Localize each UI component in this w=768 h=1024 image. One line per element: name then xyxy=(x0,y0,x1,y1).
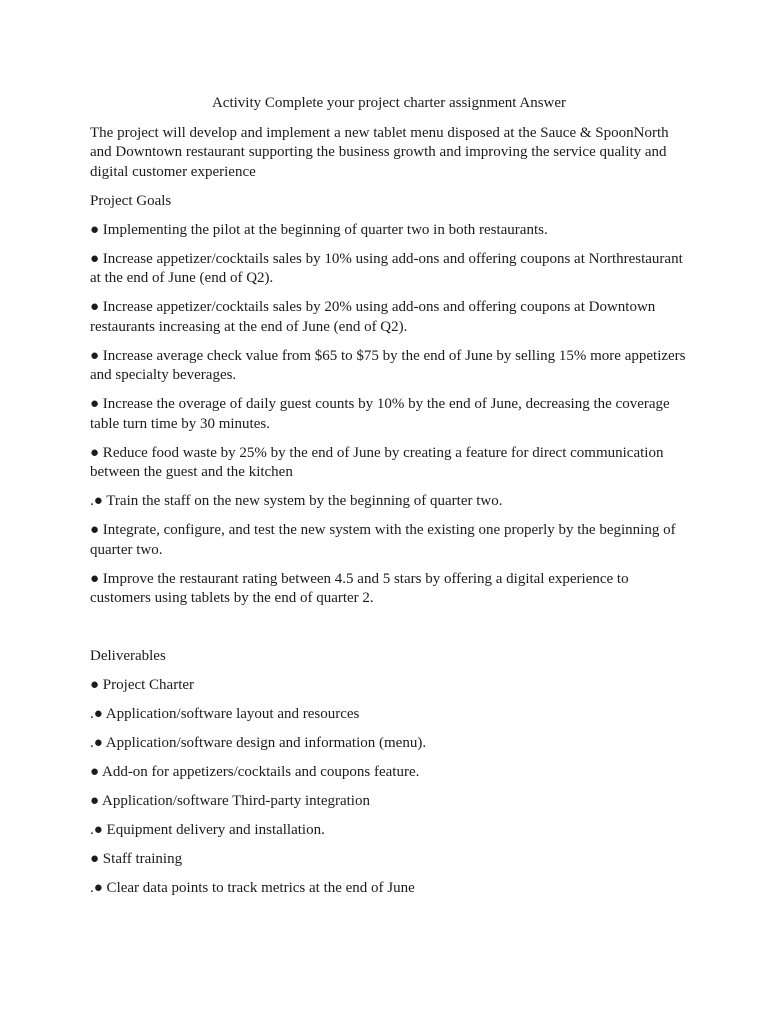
deliverable-item: .● Clear data points to track metrics at the end of June xyxy=(90,879,415,896)
goal-item: ● Improve the restaurant rating between 4.5 and 5 stars by offering a digital experience to customers using tablets by the end of quarter 2. xyxy=(90,570,629,606)
goal-item: .● Train the staff on the new system by the beginning of quarter two. xyxy=(90,493,503,509)
goals-list xyxy=(90,221,688,609)
intro-paragraph: The project will develop and implement a new tablet menu disposed at the Sauce & SpoonNorth and Downtown restaurant supporting the business growth and improving the service quality and digital customer experience xyxy=(90,124,669,180)
deliverable-item: ● Staff training xyxy=(90,850,183,867)
deliverable-item: .● Application/software layout and resources xyxy=(90,705,360,722)
deliverable-item: ● Add-on for appetizers/cocktails and coupons feature. xyxy=(90,763,420,780)
goal-item: ● Increase the overage of daily guest counts by 10% by the end of June, decreasing the coverage table turn time by 30 minutes. xyxy=(90,396,670,432)
deliverable-item: .● Equipment delivery and installation. xyxy=(90,821,325,838)
goals-heading: Project Goals xyxy=(90,192,172,209)
goal-item: ● Increase appetizer/cocktails sales by 20% using add-ons and offering coupons at Downtown restaurants increasing at the end of June (end of Q2). xyxy=(90,299,656,335)
goal-item: ● Reduce food waste by 25% by the end of June by creating a feature for direct communication between the guest and the kitchen xyxy=(90,444,664,480)
deliverable-item: ● Application/software Third-party integration xyxy=(90,792,370,809)
deliverables-section xyxy=(90,647,688,899)
document-title: Activity Complete your project charter assignment Answer xyxy=(211,95,567,111)
deliverables-list xyxy=(90,676,688,899)
goal-item: ● Implementing the pilot at the beginning of quarter two in both restaurants. xyxy=(90,221,548,238)
goal-item: ● Integrate, configure, and test the new system with the existing one properly by the beginning of quarter two. xyxy=(90,522,676,558)
goal-item: ● Increase average check value from $65 to $75 by the end of June by selling 15% more appetizers and specialty beverages. xyxy=(90,347,686,383)
goal-item: ● Increase appetizer/cocktails sales by 10% using add-ons and offering coupons at Northrestaurant at the end of June (end of Q2). xyxy=(90,250,683,286)
deliverables-heading: Deliverables xyxy=(90,647,166,664)
deliverable-item: ● Project Charter xyxy=(90,676,195,693)
deliverable-item: .● Application/software design and information (menu). xyxy=(90,734,427,751)
